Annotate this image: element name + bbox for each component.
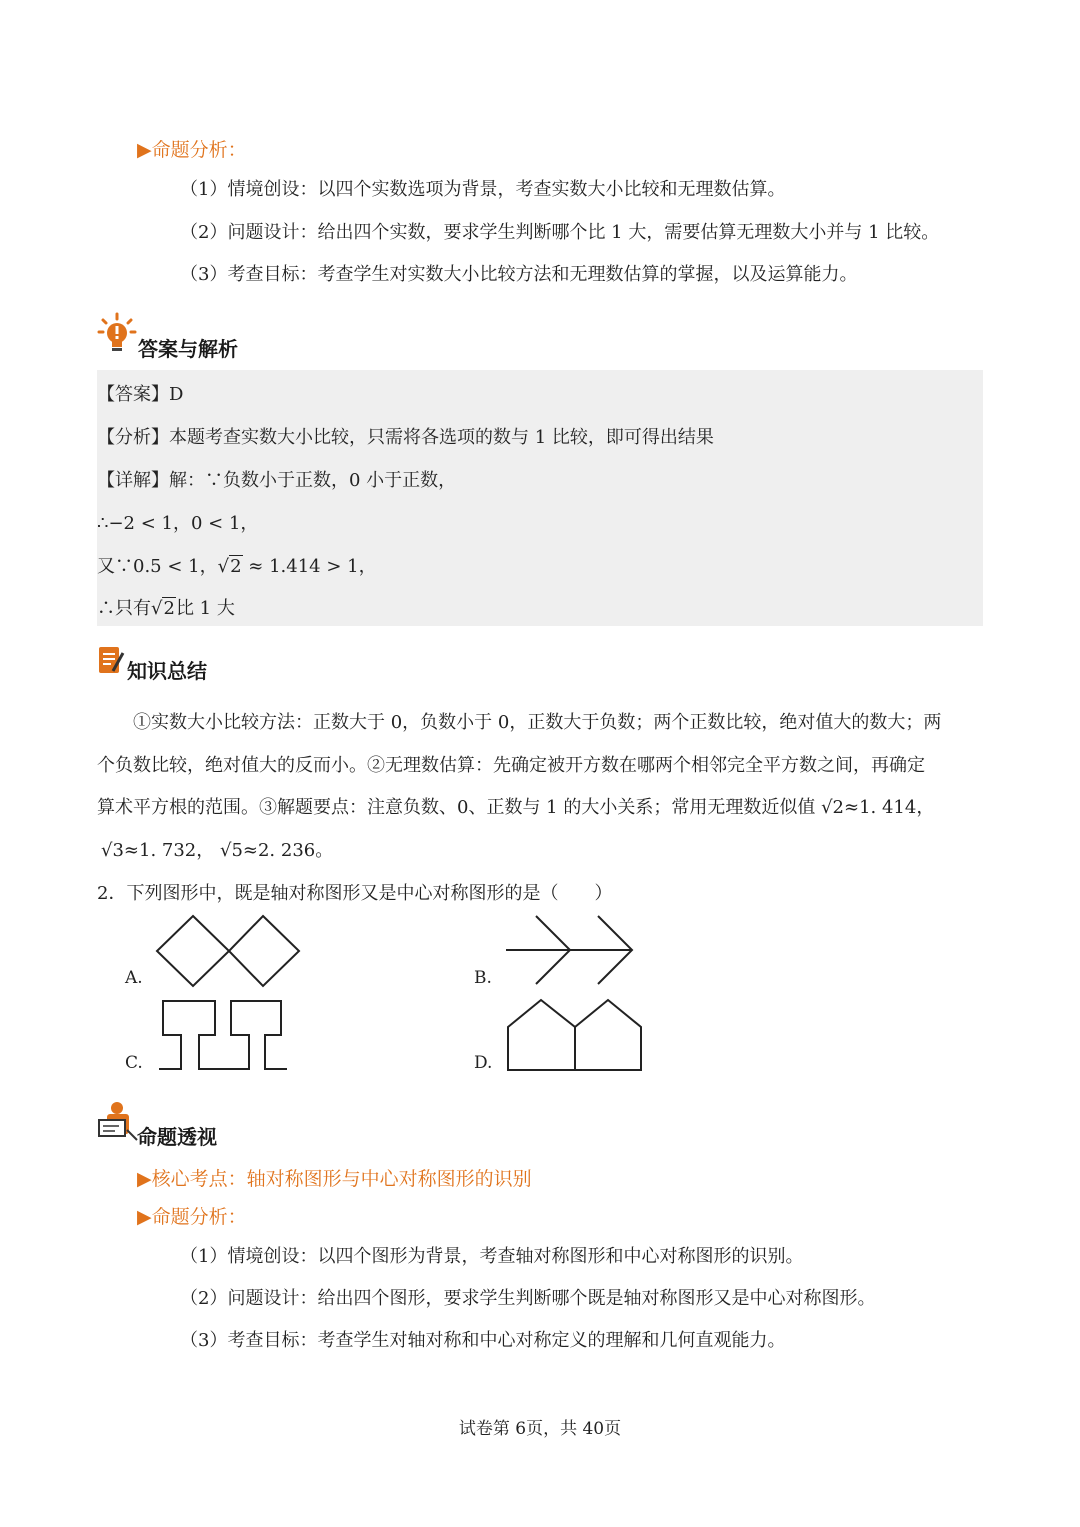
detail-line-4-post: 比 1 大 <box>175 598 235 619</box>
q2-proposition-heading: 命题透视 <box>137 1125 217 1149</box>
option-c-figure <box>155 997 295 1079</box>
knowledge-line-1: ①实数大小比较方法：正数大于 0，负数小于 0，正数大于负数；两个正数比较，绝对值大的数大；两 <box>133 712 942 733</box>
detail-line-3-pre: 又∵0.5 < 1， <box>97 556 218 577</box>
knowledge-line-2: 个负数比较，绝对值大的反而小。②无理数估算：先确定被开方数在哪两个相邻完全平方数之间，再确定 <box>97 755 925 776</box>
sqrt-2-expression-2: √2 <box>151 598 175 619</box>
option-d-figure <box>505 997 645 1079</box>
answer-line: 【答案】D <box>97 384 184 405</box>
lightbulb-icon <box>97 312 137 356</box>
q1-analysis-item-2: （2）问题设计：给出四个实数，要求学生判断哪个比 1 大，需要估算无理数大小并与 1 比较。 <box>180 222 940 243</box>
detail-line-3-post: ≈ 1.414 > 1， <box>242 556 377 577</box>
detail-line-1: 【详解】解：∵负数小于正数，0 小于正数， <box>97 470 457 491</box>
detail-line-3 <box>97 552 377 578</box>
analysis-line: 【分析】本题考查实数大小比较，只需将各选项的数与 1 比较，即可得出结果 <box>97 427 714 448</box>
knowledge-line-3: 算术平方根的范围。③解题要点：注意负数、0、正数与 1 的大小关系；常用无理数近似值 √2≈1. 414， <box>97 797 935 818</box>
q1-analysis-title: ▶命题分析： <box>137 139 247 161</box>
answer-analysis-box <box>97 370 983 626</box>
q2-analysis-item-2: （2）问题设计：给出四个图形，要求学生判断哪个既是轴对称图形又是中心对称图形。 <box>180 1288 876 1309</box>
knowledge-section-heading: 知识总结 <box>127 659 207 683</box>
q2-analysis-title: ▶命题分析： <box>137 1206 247 1228</box>
note-pencil-icon <box>97 645 127 677</box>
option-b-figure <box>504 914 636 994</box>
option-b-label: B. <box>474 968 492 988</box>
q1-analysis-item-1: （1）情境创设：以四个实数选项为背景，考查实数大小比较和无理数估算。 <box>180 179 786 200</box>
option-c-label: C. <box>125 1053 143 1073</box>
page-footer: 试卷第 6页，共 40页 <box>458 1419 622 1439</box>
detail-line-4 <box>97 594 235 620</box>
detail-line-4-pre: ∴只有 <box>97 598 151 619</box>
q1-analysis-item-3: （3）考查目标：考查学生对实数大小比较方法和无理数估算的掌握，以及运算能力。 <box>180 264 858 285</box>
question-2-stem: 2．下列图形中，既是轴对称图形又是中心对称图形的是（ ） <box>97 883 613 904</box>
knowledge-line-4: √3≈1. 732， √5≈2. 236。 <box>101 840 334 861</box>
q2-core-point: ▶核心考点：轴对称图形与中心对称图形的识别 <box>137 1168 532 1190</box>
q2-analysis-item-1: （1）情境创设：以四个图形为背景，考查轴对称图形和中心对称图形的识别。 <box>180 1246 804 1267</box>
option-a-figure <box>155 914 305 994</box>
sqrt-2-expression: √2 <box>217 556 242 577</box>
answer-section-heading: 答案与解析 <box>138 337 238 361</box>
sqrt-2-radicand-2: 2 <box>163 598 175 619</box>
sqrt-2-radicand: 2 <box>230 556 242 577</box>
option-a-label: A. <box>125 968 143 988</box>
detail-line-2: ∴−2 < 1，0 < 1， <box>97 513 259 534</box>
option-d-label: D. <box>474 1053 493 1073</box>
clipboard-person-icon <box>97 1100 139 1142</box>
q2-analysis-item-3: （3）考查目标：考查学生对轴对称和中心对称定义的理解和几何直观能力。 <box>180 1330 786 1351</box>
